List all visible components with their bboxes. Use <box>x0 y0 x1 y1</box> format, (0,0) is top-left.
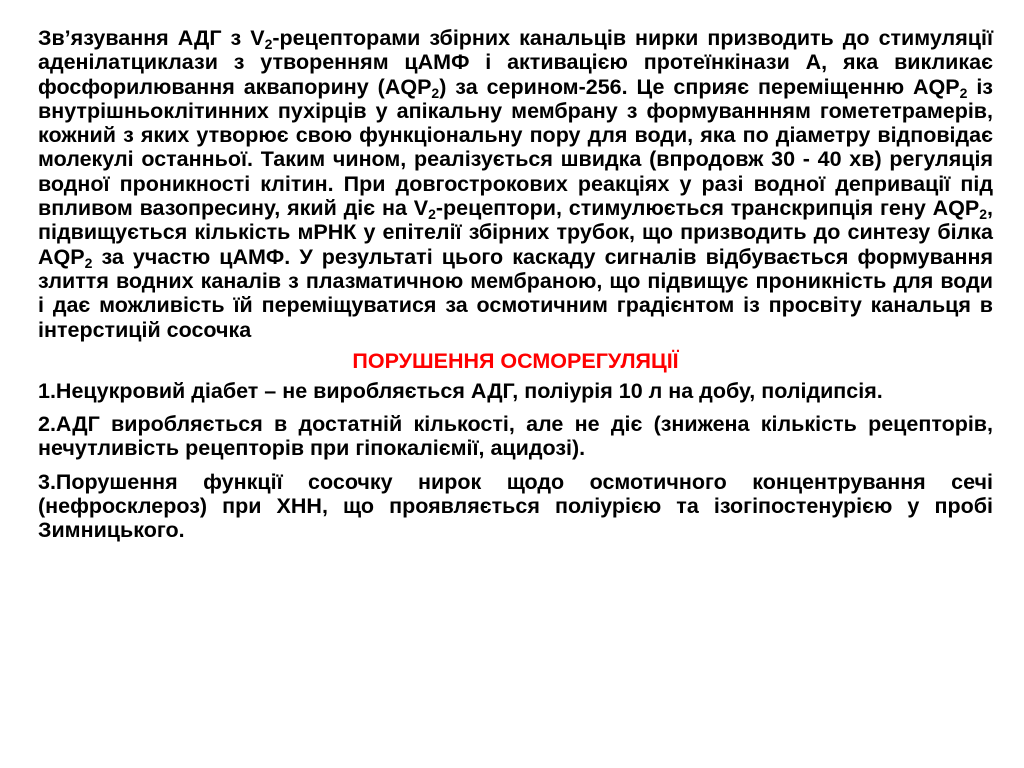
intro-text-3: ) за серином-256. Це сприяє переміщенню AQP <box>439 74 960 99</box>
intro-text-4: із внутрішньоклітинних пухірців у апікальну мембрану з формуваннням гомететрамерів, кожний з яких утворює свою функціональну пору для води, яка по діаметру відповідає молекулі останньої. Таким чином, реалізується швидка (впродовж 30 - 40 хв) регуляція водної проникності клітин. При довгострокових реакціях у разі водної депривації під впливом вазопресину, який діє на V <box>38 74 993 221</box>
section-heading: ПОРУШЕННЯ ОСМОРЕГУЛЯЦІЇ <box>352 348 679 373</box>
intro-text-7: за участю цАМФ. У результаті цього каскаду сигналів відбувається формування злиття водних каналів з плазматичною мембраною, що підвищує проникність для води і дає можливість їй переміщуватися за осмотичним градієнтом із просвіту канальця в інтерстицій сосочка <box>38 244 993 342</box>
list-item: 3.Порушення функції сосочку нирок щодо осмотичного концентрування сечі (нефросклероз) при ХНН, що проявляється поліурією та ізогіпостенурією у пробі Зимницького. <box>38 469 993 543</box>
subscript: 2 <box>979 206 988 223</box>
subscript: 2 <box>264 36 273 52</box>
list-item: 1.Нецукровий діабет – не виробляється АДГ, поліурія 10 л на добу, полідипсія. <box>38 378 883 403</box>
intro-text-6: , підвищується кількість мРНК у епітелії збірних трубок, що призводить до синтезу білка AQP <box>38 196 993 269</box>
subscript: 2 <box>84 254 93 271</box>
list-item: 2.АДГ виробляється в достатній кількості, але не діє (знижена кількість рецепторів, нечутливість рецепторів при гіпокаліємії, ацидозі). <box>38 412 993 461</box>
intro-text-1: Зв’язування АДГ з V <box>38 26 265 50</box>
intro-text-2: -рецепторами збірних канальців нирки призводить до стимуляції аденілатциклази з утворенням цАМФ і активацією протеїнкінази А, яка викликає фосфорилювання аквапорину (AQP <box>38 26 994 99</box>
subscript: 2 <box>959 84 968 101</box>
subscript: 2 <box>428 206 436 223</box>
intro-text-5: -рецептори, стимулюється транскрипція гену AQP <box>435 196 980 221</box>
subscript: 2 <box>431 84 440 101</box>
intro-paragraph <box>38 26 993 342</box>
disorders-list <box>38 379 993 543</box>
